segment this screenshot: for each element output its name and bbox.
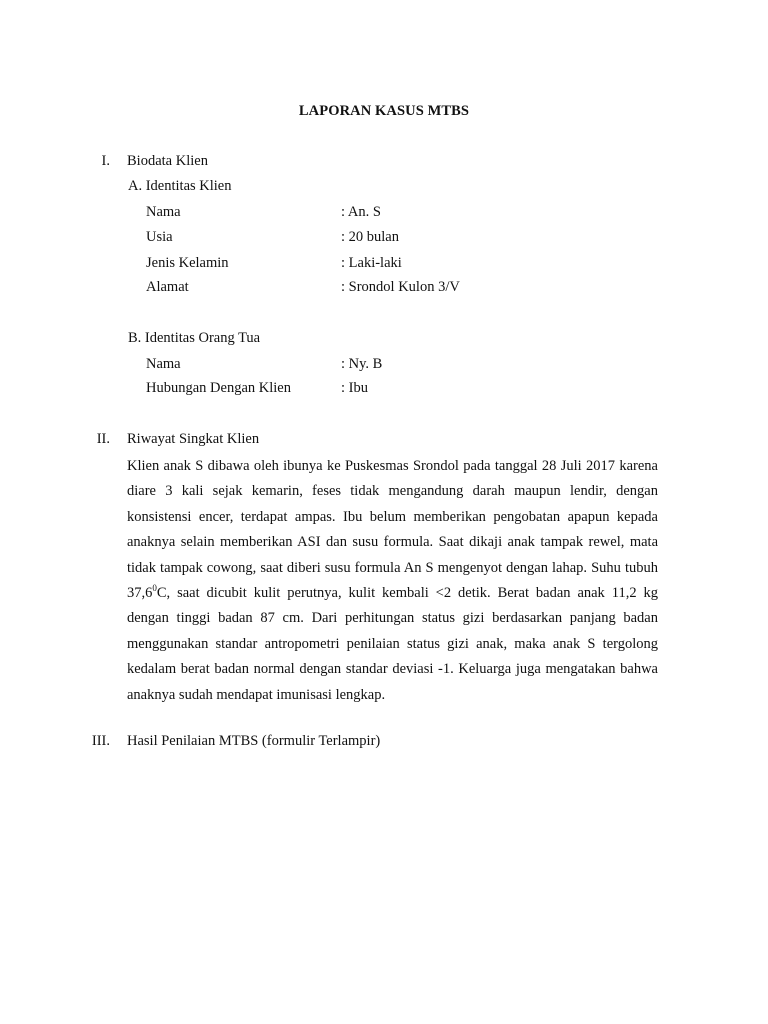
field-value-nama: : An. S	[341, 204, 381, 220]
section-3-heading: Hasil Penilaian MTBS (formulir Terlampir)	[127, 733, 381, 749]
field-label-jenis-kelamin: Jenis Kelamin	[146, 255, 229, 271]
field-value-hubungan: : Ibu	[341, 380, 368, 396]
field-value-alamat: : Srondol Kulon 3/V	[341, 279, 460, 295]
paragraph-text-part-1: Klien anak S dibawa oleh ibunya ke Puskesmas Srondol pada tanggal 28 Juli 2017 karena diare 3 kali sejak kemarin, feses tidak mengandung darah maupun lendir, dengan konsistensi encer, terdapat ampas. Ibu belum memberikan pengobatan apapun kepada anaknya selain memberikan ASI dan susu formula. Saat dikaji anak tampak rewel, mata tidak tampak cowong, saat diberi susu formula An S mengenyot dengan lahap. Suhu tubuh 37,6	[127, 458, 658, 602]
section-1-heading: Biodata Klien	[127, 153, 208, 169]
field-value-jenis-kelamin: : Laki-laki	[341, 255, 402, 271]
subsection-a-heading: A. Identitas Klien	[128, 178, 232, 194]
paragraph-text-part-2: C, saat dicubit kulit perutnya, kulit kembali <2 detik. Berat badan anak 11,2 kg dengan tinggi badan 87 cm. Dari perhitungan status gizi berdasarkan panjang badan menggunakan standar antropometri penilaian status gizi anak, maka anak S tergolong kedalam berat badan normal dengan standar deviasi -1. Keluarga juga mengatakan bahwa anaknya sudah mendapat imunisasi lengkap.	[127, 585, 658, 703]
document-title: LAPORAN KASUS MTBS	[298, 103, 470, 119]
field-label-nama-orang-tua: Nama	[146, 356, 181, 372]
field-label-hubungan: Hubungan Dengan Klien	[146, 380, 291, 396]
degree-superscript: 0	[152, 583, 157, 594]
section-1-number: I.	[101, 153, 110, 169]
field-value-nama-orang-tua: : Ny. B	[341, 356, 383, 372]
section-2-number: II.	[96, 431, 110, 447]
field-label-alamat: Alamat	[146, 279, 189, 295]
subsection-b-heading: B. Identitas Orang Tua	[128, 330, 261, 346]
field-value-usia: : 20 bulan	[341, 229, 399, 245]
field-label-nama: Nama	[146, 204, 181, 220]
section-2-heading: Riwayat Singkat Klien	[127, 431, 260, 447]
section-2-paragraph	[127, 454, 658, 708]
section-3-number: III.	[91, 733, 110, 749]
field-label-usia: Usia	[146, 229, 173, 245]
